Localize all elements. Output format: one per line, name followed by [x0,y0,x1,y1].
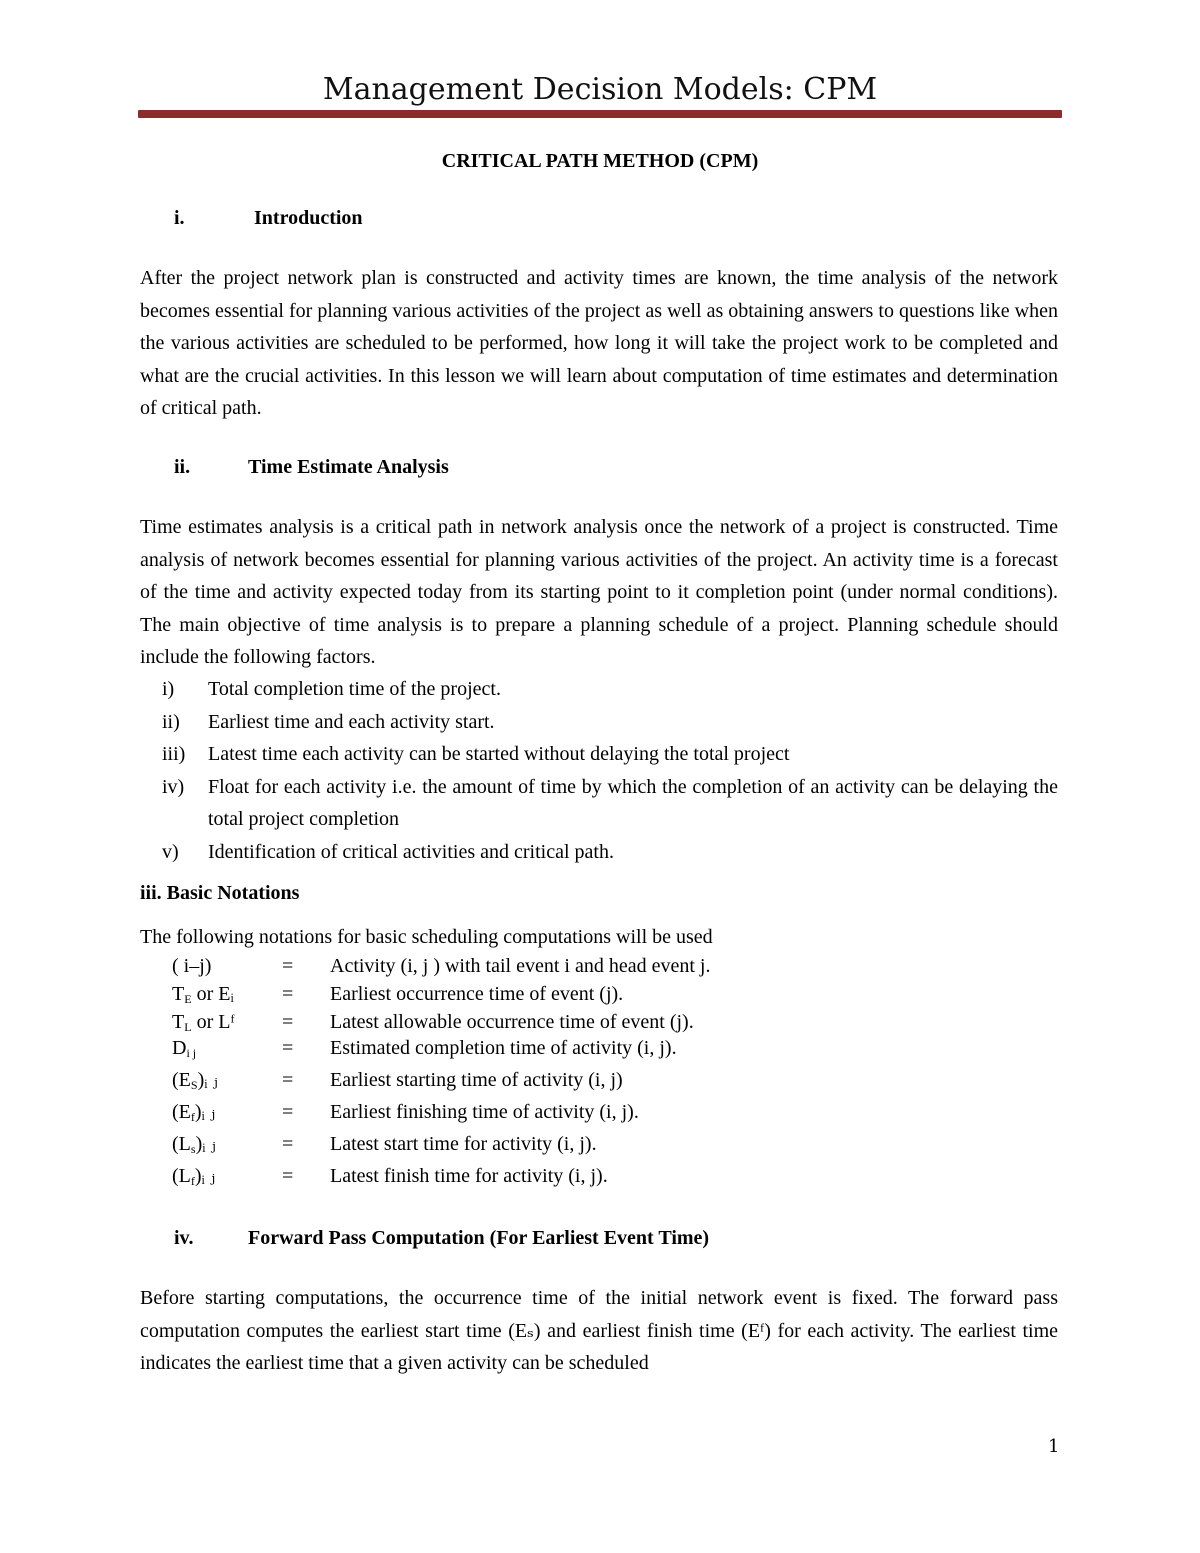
planning-factors-list [162,673,1058,868]
notation-symbol: $D_{i j}$ [172,1037,197,1060]
notation-symbol: $(E_f)ᵢ$ ⱼ [172,1101,216,1124]
document-title: CRITICAL PATH METHOD (CPM) [441,150,759,172]
section-title: Forward Pass Computation (For Earliest Event Time) [248,1227,710,1249]
list-marker: iii) [162,743,186,765]
notation-row [172,1034,872,1062]
page-number: 1 [1048,1436,1060,1457]
section-number: iv. [174,1227,194,1249]
list-item-text: Latest time each activity can be started without delaying the total project [208,743,790,765]
section-number: i. [174,207,185,229]
notation-description: Latest allowable occurrence time of event (j). [330,1011,694,1033]
notation-description: Estimated completion time of activity (i, j). [330,1037,677,1059]
notation-description: Earliest finishing time of activity (i, j). [330,1101,639,1123]
running-header: Management Decision Models: CPM [322,72,878,107]
list-item-text: Float for each activity i.e. the amount of time by which the completion of an activity can be delaying the total project completion [208,775,1058,830]
notation-description: Earliest starting time of activity (i, j) [330,1069,623,1091]
notation-row [172,1130,872,1158]
notation-row [172,1066,872,1094]
equals-sign: = [282,1101,294,1123]
section-number: ii. [174,456,191,478]
notation-row [172,1098,872,1126]
list-item [162,836,1058,869]
notation-description: Latest start time for activity (i, j). [330,1133,597,1155]
notation-row [172,980,872,1008]
forward-pass-paragraph: Before starting computations, the occurrence time of the initial network event is fixed. The forward pass computation computes the earliest start time (Eₛ) and earliest finish time (Eᶠ) for each activity. The earliest time indicates the earliest time that a given activity can be scheduled [140,1287,1058,1374]
notation-description: Latest finish time for activity (i, j). [330,1165,608,1187]
list-marker: v) [162,840,179,863]
section-heading-basic-notations: iii. Basic Notations [140,882,300,904]
equals-sign: = [282,955,294,977]
list-marker: iv) [162,775,185,798]
notation-symbol: $(L_s)ᵢ$ ⱼ [172,1133,216,1156]
header-rule [138,110,1062,118]
list-marker: i) [162,678,175,700]
notation-symbol: $(E_S)ᵢ$ ⱼ [172,1069,218,1092]
list-item-text: Earliest time and each activity start. [208,710,495,733]
section-title: Introduction [254,207,363,229]
notation-description: Activity (i, j ) with tail event i and head event j. [330,955,711,977]
notation-symbol: ( i–j) [172,955,212,977]
list-item [162,771,1058,836]
notation-symbol: $(L_f)ᵢ$ ⱼ [172,1165,216,1188]
list-marker: ii) [162,710,180,733]
equals-sign: = [282,1133,294,1155]
list-item [162,738,1058,771]
introduction-paragraph: After the project network plan is constructed and activity times are known, the time analysis of the network becomes essential for planning various activities of the project as well as obtaining answers to questions like when the various activities are scheduled to be performed, how long it will take the project work to be completed and what are the crucial activities. In this lesson we will learn about computation of time estimates and determination of critical path. [140,267,1058,419]
notation-row [172,1008,872,1036]
list-item-text: Total completion time of the project. [208,678,501,700]
section-title: Time Estimate Analysis [248,456,449,478]
time-estimate-paragraph: Time estimates analysis is a critical path in network analysis once the network of a project is constructed. Time analysis of network becomes essential for planning various activities of the project. An activity time is a forecast of the time and activity expected today from its starting point to it completion point (under normal conditions). The main objective of time analysis is to prepare a planning schedule of a project. Planning schedule should include the following factors. [140,516,1058,668]
list-item [162,673,1058,706]
notations-intro: The following notations for basic scheduling computations will be used [140,926,713,948]
notation-description: Earliest occurrence time of event (j). [330,983,624,1005]
notation-row [172,952,872,980]
equals-sign: = [282,1069,294,1091]
list-item-text: Identification of critical activities and critical path. [208,840,614,863]
notation-symbol: $T_E$ or Eᵢ [172,983,234,1006]
equals-sign: = [282,983,294,1005]
notation-symbol: $T_L$ or Lᶠ [172,1011,235,1034]
equals-sign: = [282,1011,294,1033]
equals-sign: = [282,1165,294,1187]
equals-sign: = [282,1037,294,1059]
notation-row [172,1162,872,1190]
list-item [162,706,1058,739]
